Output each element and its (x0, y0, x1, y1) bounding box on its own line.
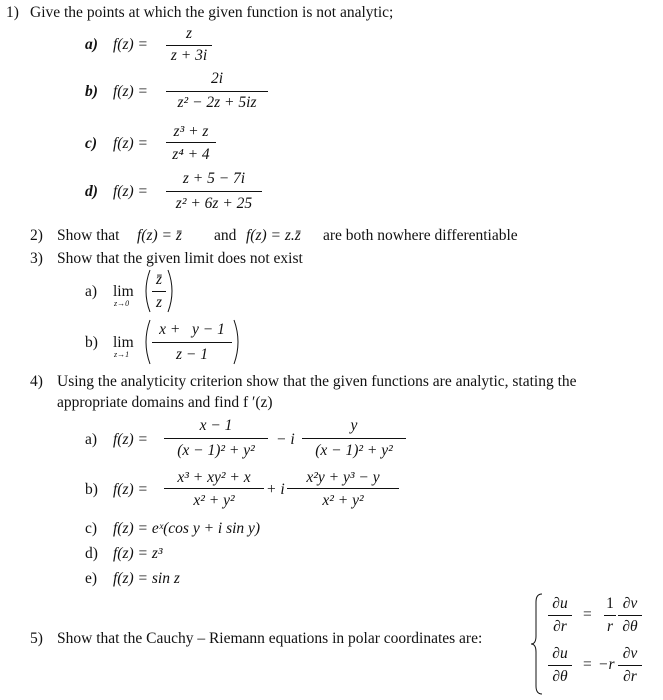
q1a-bar (166, 45, 212, 46)
q3b-right-paren (232, 318, 244, 366)
q4a-lhs: f(z) = (113, 431, 148, 448)
q4b-fraction2 (287, 468, 399, 512)
q5-eq2-rhs-num: ∂v (622, 645, 638, 662)
q4b-denominator2: x² + y² (322, 492, 364, 509)
q4a-fraction2 (302, 418, 406, 462)
q1b-label: b) (85, 83, 98, 100)
q2-text-start: Show that (57, 227, 120, 244)
q4b-bar1 (164, 488, 264, 489)
q2-text-end: are both nowhere differentiable (323, 227, 518, 244)
q3a-denominator: z (155, 294, 163, 311)
q4b-denominator1: x² + y² (193, 492, 235, 509)
q2-number: 2) (30, 227, 43, 244)
q4-text-line2: appropriate domains and find f ′(z) (57, 394, 273, 411)
q5-eq1-coef (604, 596, 616, 638)
q5-text: Show that the Cauchy – Riemann equations in polar coordinates are: (57, 630, 483, 647)
q3b-lim-sub: z→1 (114, 350, 130, 359)
q3b-denominator: z − 1 (176, 346, 208, 363)
q5-eq1-rhs-num: ∂v (622, 595, 638, 612)
q1a-numerator: z (185, 25, 193, 42)
q4-text-line1: Using the analyticity criterion show that the given functions are analytic, stating the (57, 373, 577, 390)
q1c-bar (166, 142, 216, 143)
q2-f2: f(z) = z.z̄ (246, 227, 301, 244)
q1c-denominator: z⁴ + 4 (172, 146, 210, 163)
q5-eq1-lhs-num: ∂u (552, 595, 568, 612)
q4c-label: c) (85, 520, 98, 537)
q4b-lhs: f(z) = (113, 481, 148, 498)
q1a-label: a) (85, 36, 98, 53)
q5-eq2-lhs (548, 646, 572, 688)
q5-eq2-lhs-den: ∂θ (552, 668, 568, 685)
q3a-label: a) (85, 283, 98, 300)
q3b-left-paren (140, 318, 152, 366)
q1a-lhs: f(z) = (113, 36, 148, 53)
q1d-bar (166, 191, 262, 192)
q1d-lhs: f(z) = (113, 183, 148, 200)
q1a-fraction (166, 26, 212, 66)
q5-number: 5) (30, 630, 43, 647)
q3b-fraction (152, 322, 232, 364)
q1b-lhs: f(z) = (113, 83, 148, 100)
q4b-fraction1 (164, 468, 264, 512)
q4a-numerator1: x − 1 (199, 417, 233, 434)
q4b-operator: + i (266, 481, 285, 498)
q1c-label: c) (85, 135, 98, 152)
q3a-fraction (152, 270, 166, 312)
q5-eq1-lhs-den: ∂r (553, 618, 567, 635)
q1d-numerator: z + 5 − 7i (182, 170, 246, 187)
q4b-numerator2: x²y + y³ − y (306, 469, 380, 486)
q4c-expr: f(z) = eˣ(cos y + i sin y) (113, 520, 261, 537)
q3-text: Show that the given limit does not exist (57, 250, 303, 267)
q1c-lhs: f(z) = (113, 135, 148, 152)
q5-left-brace (530, 592, 544, 696)
q5-eq1-equals: = (583, 606, 592, 623)
q4a-denominator2: (x − 1)² + y² (315, 442, 393, 459)
q1-number: 1) (6, 4, 19, 21)
q3a-lim: lim (113, 283, 134, 300)
q1a-denominator: z + 3i (170, 47, 208, 64)
q3a-right-paren (166, 268, 178, 314)
q5-eq1-coef-bar (604, 615, 616, 616)
q1c-fraction (166, 122, 216, 166)
q4b-numerator1: x³ + xy² + x (177, 469, 251, 486)
q5-eq1-rhs-bar (618, 615, 642, 616)
q3-number: 3) (30, 250, 43, 267)
q3a-numerator: z̄ (155, 271, 163, 288)
q3b-lim: lim (113, 334, 134, 351)
q4a-denominator1: (x − 1)² + y² (177, 442, 255, 459)
q4e-expr: f(z) = sin z (113, 570, 180, 587)
q4d-label: d) (85, 545, 98, 562)
q3a-lim-sub: z→0 (114, 299, 130, 308)
q1b-bar (166, 91, 268, 92)
q5-eq1-rhs (618, 596, 642, 638)
q4a-bar2 (302, 438, 406, 439)
q1b-denominator: z² − 2z + 5iz (177, 94, 257, 111)
q1b-fraction (166, 71, 268, 113)
q4a-bar1 (164, 438, 268, 439)
q4a-label: a) (85, 431, 98, 448)
q4a-fraction1 (164, 418, 268, 462)
q1b-numerator: 2i (210, 70, 224, 87)
q5-eq1-lhs (548, 596, 572, 638)
q5-eq1-coef-den: r (606, 618, 614, 635)
q5-eq1-rhs-den: ∂θ (622, 618, 638, 635)
q5-eq2-rhs (618, 646, 642, 688)
q3a-bar (152, 291, 166, 292)
q5-eq2-lhs-bar (548, 665, 572, 666)
q4a-numerator2: y (350, 417, 358, 434)
q5-eq2-equals: = (583, 656, 592, 673)
q4b-label: b) (85, 481, 98, 498)
q5-eq1-coef-num: 1 (606, 595, 614, 612)
q5-eq2-lhs-num: ∂u (552, 645, 568, 662)
q4b-bar2 (287, 488, 399, 489)
q1d-denominator: z² + 6z + 25 (175, 195, 253, 212)
q2-and: and (214, 227, 237, 244)
q5-eq2-coef: −r (598, 656, 615, 673)
q1d-fraction (166, 171, 262, 215)
q4e-label: e) (85, 570, 98, 587)
q4-number: 4) (30, 373, 43, 390)
q3b-label: b) (85, 334, 98, 351)
q2-f1: f(z) = z̄ (137, 227, 182, 244)
q4a-operator: − i (276, 431, 295, 448)
q5-eq1-lhs-bar (548, 615, 572, 616)
q3b-numerator: x + y − 1 (159, 321, 225, 338)
q3a-left-paren (140, 268, 152, 314)
q1c-numerator: z³ + z (173, 123, 209, 140)
q5-eq2-rhs-den: ∂r (623, 668, 637, 685)
q1d-label: d) (85, 183, 98, 200)
q1-text: Give the points at which the given function is not analytic; (30, 4, 394, 21)
q3b-bar (152, 342, 232, 343)
q5-eq2-rhs-bar (618, 665, 642, 666)
q4d-expr: f(z) = z³ (113, 545, 163, 562)
